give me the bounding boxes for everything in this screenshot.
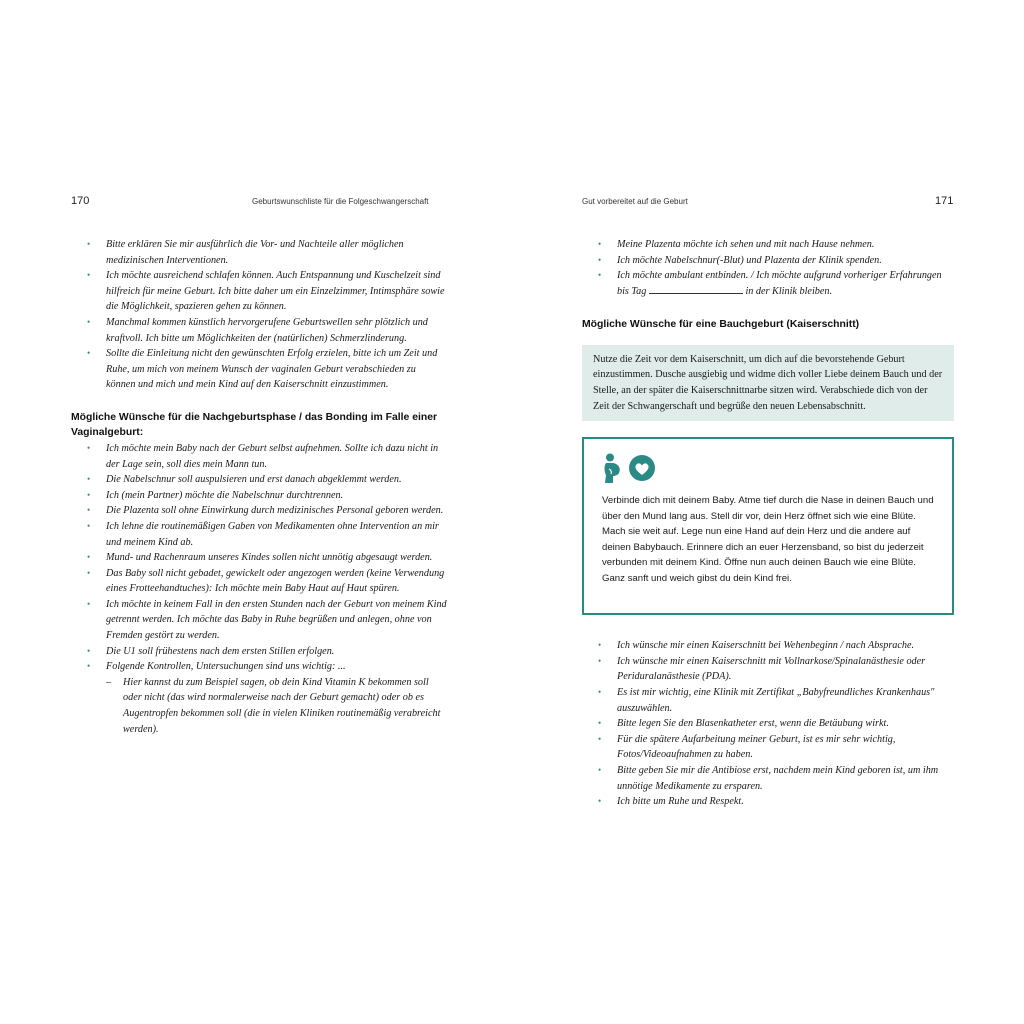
bullet-icon: • bbox=[598, 687, 602, 698]
list-item: • Ich möchte ambulant entbinden. / Ich möchte aufgrund vorheriger Erfahrungen bis Tag in der Klinik bleiben. bbox=[598, 270, 942, 297]
bullet-icon: • bbox=[87, 520, 91, 531]
bullet-icon: • bbox=[87, 316, 91, 327]
list-item: • Ich (mein Partner) möchte die Nabelschnur durchtrennen. bbox=[87, 488, 447, 504]
bullet-icon: • bbox=[598, 239, 602, 249]
list-item: • Es ist mir wichtig, eine Klinik mit Zertifikat „Babyfreundliches Krankenhaus" auszuwählen. bbox=[598, 687, 935, 714]
list-item: • Manchmal kommen künstlich hervorgerufene Geburtswellen sehr plötzlich und kraftvoll. Ich bitte um Möglichkeiten der (natürlichen) Schmerzlinderung. bbox=[87, 316, 428, 344]
exercise-text: Verbinde dich mit deinem Baby. Atme tief durch die Nase in deinen Bauch und über den Mund lang aus. Stell dir vor, dein Herz öffnet sich wie eine Blüte. Mach sie weit auf. Lege nun eine Hand auf dein Herz und die andere auf deinen Babybauch. Erinnere dich an euer Herzensband, so bist du jederzeit verbunden mit deinem Kind. Öffne nun auch deinen Bauch wie eine Blüte. Ganz sanft und weich gibst du dein Kind frei. bbox=[602, 495, 934, 584]
bullet-icon: • bbox=[87, 489, 91, 500]
running-head: Gut vorbereitet auf die Geburt bbox=[582, 197, 688, 206]
sub-list-item: – Hier kannst du zum Beispiel sagen, ob dein Kind Vitamin K bekommen soll oder nicht (das wird normalerweise nach der Geburt gemacht) oder ob es Augentropfen bekommen soll (die in vielen Kliniken routinemäßig verabreicht werden). bbox=[106, 676, 441, 735]
bullet-icon: • bbox=[87, 474, 91, 485]
section-heading-afterbirth: Mögliche Wünsche für die Nachgeburtsphase / das Bonding im Falle einer Vaginalgeburt: bbox=[71, 411, 438, 439]
exercise-box bbox=[582, 437, 954, 615]
list-item: • Die U1 soll frühestens nach dem ersten Stillen erfolgen. bbox=[87, 644, 447, 660]
bullet-list-cesarean bbox=[582, 638, 954, 810]
bullet-icon: • bbox=[87, 567, 91, 578]
list-item: • Ich möchte Nabelschnur(-Blut) und Plazenta der Klinik spenden. bbox=[598, 253, 954, 269]
list-item: • Bitte legen Sie den Blasenkatheter erst, wenn die Betäubung wirkt. bbox=[598, 716, 954, 732]
list-item: • Ich bitte um Ruhe und Respekt. bbox=[598, 794, 954, 810]
bullet-icon: • bbox=[87, 552, 91, 563]
list-item: • Bitte erklären Sie mir ausführlich die Vor- und Nachteile aller möglichen medizinischen Interventionen. bbox=[87, 239, 404, 266]
list-item: • Meine Plazenta möchte ich sehen und mit nach Hause nehmen. bbox=[598, 237, 954, 253]
list-item: • Die Plazenta soll ohne Einwirkung durch medizinisches Personal geboren werden. bbox=[87, 503, 447, 519]
right-page bbox=[512, 0, 1024, 1024]
bullet-icon: • bbox=[598, 765, 602, 775]
bullet-icon: • bbox=[598, 718, 602, 729]
bullet-icon: • bbox=[87, 598, 91, 609]
right-column bbox=[582, 237, 954, 810]
list-item: • Ich möchte mein Baby nach der Geburt selbst aufnehmen. Sollte ich dazu nicht in der Lage sein, soll dies mein Mann tun. bbox=[87, 442, 439, 470]
bullet-icon: • bbox=[87, 442, 91, 453]
fill-in-blank[interactable] bbox=[649, 285, 743, 294]
list-item: • Das Baby soll nicht gebadet, gewickelt oder angezogen werden (keine Verwendung eines Frotteehandtuches): Ich möchte mein Baby Haut auf Haut spüren. bbox=[87, 567, 445, 595]
list-item: • Mund- und Rachenraum unseres Kindes sollen nicht unnötig abgesaugt werden. bbox=[87, 550, 447, 566]
bullet-icon: • bbox=[87, 645, 91, 656]
bullet-icon: • bbox=[87, 239, 91, 249]
list-item: • Die Nabelschnur soll auspulsieren und erst danach abgeklemmt werden. bbox=[87, 472, 447, 488]
exercise-icons bbox=[602, 453, 940, 483]
bullet-list-placenta bbox=[582, 237, 954, 299]
heart-icon bbox=[628, 454, 656, 482]
left-column bbox=[71, 237, 447, 737]
list-item: • Ich wünsche mir einen Kaiserschnitt bei Wehenbeginn / nach Absprache. bbox=[598, 638, 954, 654]
bullet-icon: • bbox=[598, 270, 602, 281]
bullet-icon: • bbox=[598, 254, 602, 265]
bullet-icon: • bbox=[87, 661, 91, 672]
running-head: Geburtswunschliste für die Folgeschwangerschaft bbox=[252, 197, 429, 206]
list-item: • Sollte die Einleitung nicht den gewünschten Erfolg erzielen, bitte ich um Zeit und Ruhe, um mich von meinem Wunsch der vaginalen Geburt verabschieden zu können und mich und mein Kind auf den Kaiserschnitt einzustimmen. bbox=[87, 348, 438, 391]
dash-icon: – bbox=[106, 676, 112, 688]
list-item: • Bitte geben Sie mir die Antibiose erst, nachdem mein Kind geboren ist, um ihm unnötige Medikamente zu ersparen. bbox=[598, 765, 939, 792]
list-item: • Für die spätere Aufarbeitung meiner Geburt, ist es mir sehr wichtig, Fotos/Videoaufnahmen zu haben. bbox=[598, 733, 896, 761]
list-item: • Ich möchte in keinem Fall in den ersten Stunden nach der Geburt von meinem Kind getrennt werden. Ich möchte das Baby in Ruhe begrüßen und anlegen, ohne von Fremden gestört zu werden. bbox=[87, 598, 447, 642]
list-item: • Ich lehne die routinemäßigen Gaben von Medikamenten ohne Intervention an mir und meinem Kind ab. bbox=[87, 520, 439, 548]
tip-box: Nutze die Zeit vor dem Kaiserschnitt, um dich auf die bevorstehende Geburt einzustimmen. Dusche ausgiebig und widme dich voller Liebe deinem Bauch und der Stelle, an der später die Kaiserschnittnarbe sitzen wird. Verabschiede dich von der Zeit der Schwangerschaft und begrüße den neuen Lebensabschnitt. bbox=[582, 345, 954, 421]
bullet-icon: • bbox=[598, 655, 602, 666]
bullet-icon: • bbox=[598, 640, 602, 651]
bullet-icon: • bbox=[87, 270, 91, 281]
bullet-list-afterbirth bbox=[71, 441, 447, 675]
page-number: 170 bbox=[71, 195, 90, 207]
bullet-icon: • bbox=[598, 733, 602, 744]
bullet-icon: • bbox=[87, 348, 91, 359]
bullet-icon: • bbox=[598, 796, 602, 807]
section-heading-cesarean: Mögliche Wünsche für eine Bauchgeburt (Kaiserschnitt) bbox=[582, 319, 860, 331]
list-item: • Folgende Kontrollen, Untersuchungen sind uns wichtig: ... bbox=[87, 659, 447, 675]
list-item: • Ich wünsche mir einen Kaiserschnitt mit Vollnarkose/Spinalanästhesie oder Periduralanästhesie (PDA). bbox=[598, 655, 926, 683]
list-item: • Ich möchte ausreichend schlafen können. Auch Entspannung und Kuschelzeit sind hilfreich für meine Geburt. Ich bitte daher um ein Einzelzimmer, Intimsphäre sowie die Möglichkeit, spazieren gehen zu können. bbox=[87, 270, 445, 313]
bullet-icon: • bbox=[87, 505, 91, 516]
bullet-list-induction bbox=[71, 237, 447, 393]
page-number: 171 bbox=[935, 195, 954, 207]
pregnant-woman-icon bbox=[602, 453, 624, 483]
